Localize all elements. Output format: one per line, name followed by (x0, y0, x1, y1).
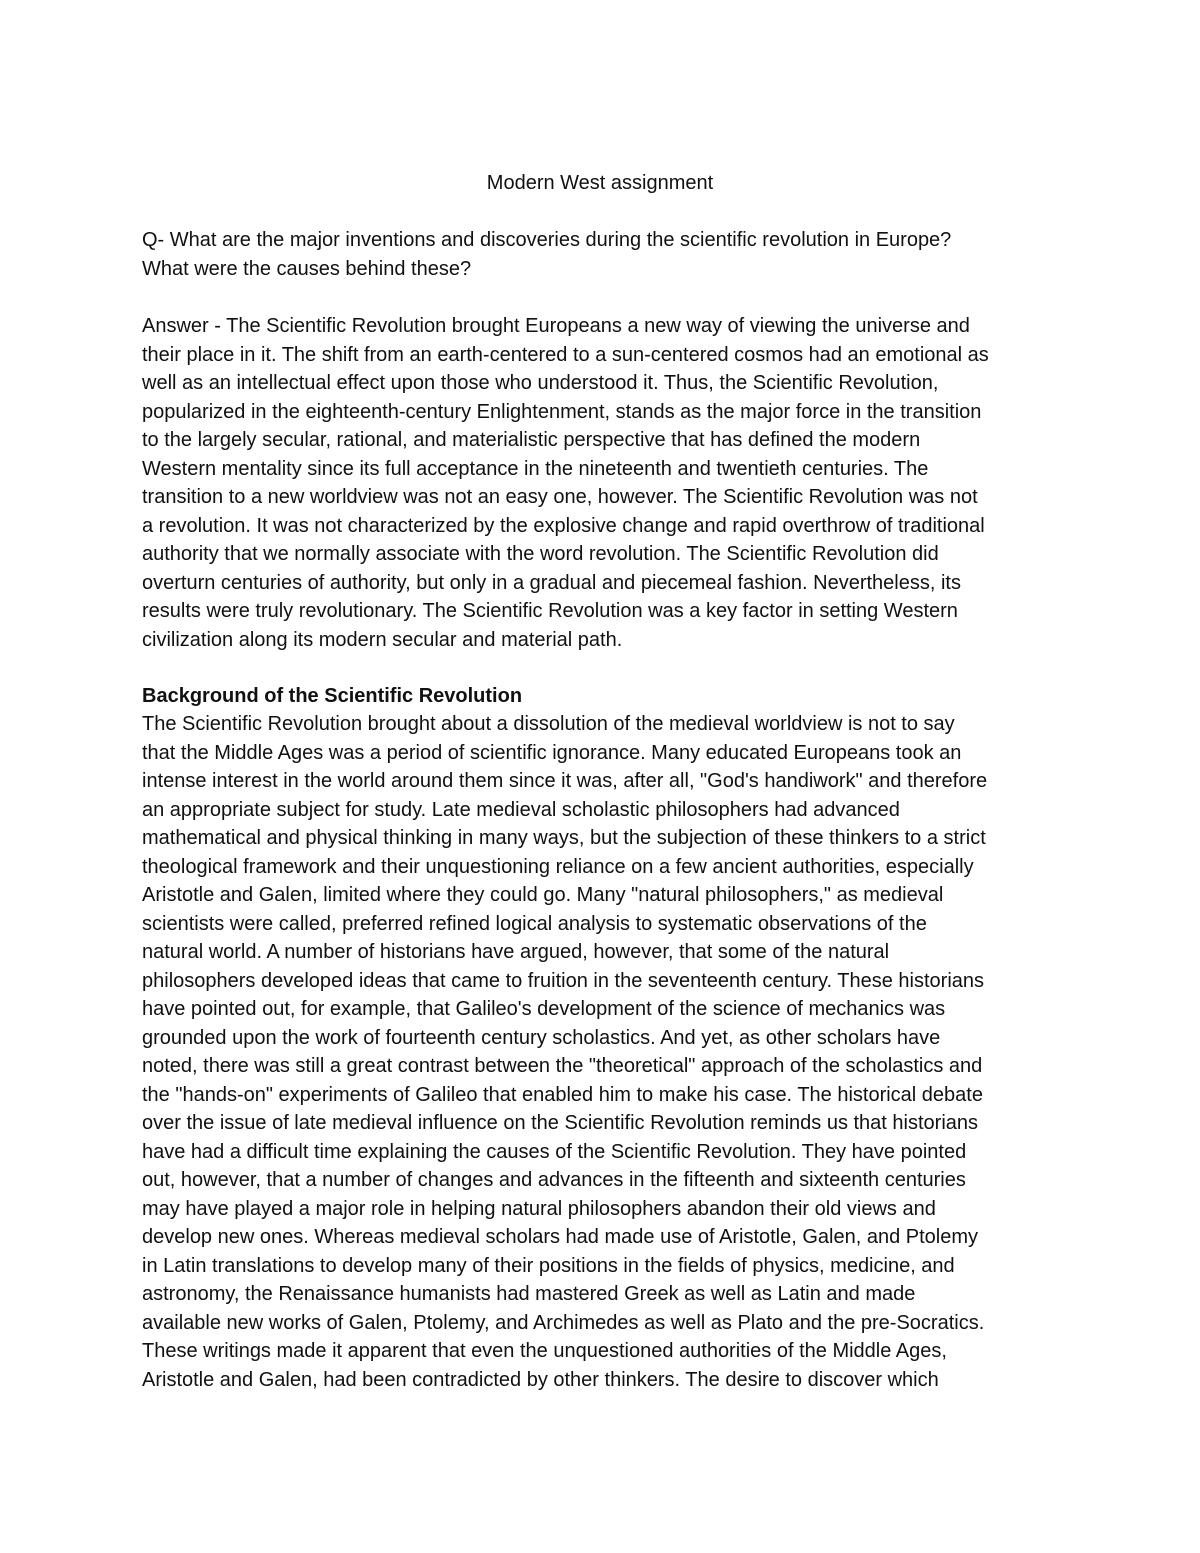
answer-line: Answer - The Scientific Revolution brought Europeans a new way of viewing the universe and (142, 315, 970, 337)
background-line: philosophers developed ideas that came to fruition in the seventeenth century. These historians (142, 969, 985, 992)
answer-line: a revolution. It was not characterized by the explosive change and rapid overthrow of traditional (142, 514, 985, 537)
background-line: an appropriate subject for study. Late medieval scholastic philosophers had advanced (142, 798, 900, 821)
background-line: natural world. A number of historians have argued, however, that some of the natural (142, 941, 890, 963)
background-line: may have played a major role in helping natural philosophers abandon their old views and (142, 1197, 936, 1220)
background-line: the "hands-on" experiments of Galileo that enabled him to make his case. The historical debate (142, 1083, 983, 1106)
background-line: that the Middle Ages was a period of scientific ignorance. Many educated Europeans took an (142, 741, 962, 764)
answer-line: Western mentality since its full acceptance in the nineteenth and twentieth centuries. The (142, 457, 929, 480)
background-line: The Scientific Revolution brought about a dissolution of the medieval worldview is not to say (142, 713, 955, 735)
background-line: astronomy, the Renaissance humanists had mastered Greek as well as Latin and made (142, 1283, 916, 1305)
background-line: theological framework and their unquestioning reliance on a few ancient authorities, especially (142, 855, 974, 878)
background-line: noted, there was still a great contrast between the "theoretical" approach of the scholastics and (142, 1055, 983, 1077)
background-line: intense interest in the world around them since it was, after all, "God's handiwork" and therefore (142, 770, 988, 792)
background-line: Aristotle and Galen, limited where they could go. Many "natural philosophers," as medieval (142, 884, 944, 906)
question-paragraph (142, 226, 1062, 283)
background-line: mathematical and physical thinking in many ways, but the subjection of these thinkers to a strict (142, 827, 986, 849)
background-line: grounded upon the work of fourteenth century scholastics. And yet, as other scholars have (142, 1026, 941, 1049)
background-line: in Latin translations to develop many of their positions in the fields of physics, medicine, and (142, 1254, 955, 1277)
answer-line: to the largely secular, rational, and materialistic perspective that has defined the modern (142, 429, 921, 451)
document-title: Modern West assignment (486, 172, 714, 194)
question-line: What were the causes behind these? (142, 257, 472, 280)
background-line: have had a difficult time explaining the causes of the Scientific Revolution. They have pointed (142, 1140, 967, 1163)
answer-line: overturn centuries of authority, but only in a gradual and piecemeal fashion. Nevertheless, its (142, 571, 961, 594)
background-line: over the issue of late medieval influence on the Scientific Revolution reminds us that historians (142, 1112, 979, 1134)
background-line: have pointed out, for example, that Galileo's development of the science of mechanics was (142, 998, 946, 1020)
background-line: available new works of Galen, Ptolemy, and Archimedes as well as Plato and the pre-Socratics. (142, 1311, 985, 1334)
background-line: develop new ones. Whereas medieval scholars had made use of Aristotle, Galen, and Ptolemy (142, 1226, 979, 1248)
background-line: scientists were called, preferred refined logical analysis to systematic observations of the (142, 912, 927, 935)
section-heading: Background of the Scientific Revolution (142, 685, 523, 707)
background-line: These writings made it apparent that even the unquestioned authorities of the Middle Ages, (142, 1340, 947, 1362)
background-paragraph (142, 710, 1062, 1394)
answer-line: their place in it. The shift from an earth-centered to a sun-centered cosmos had an emotional as (142, 343, 989, 366)
background-line: Aristotle and Galen, had been contradicted by other thinkers. The desire to discover which (142, 1368, 939, 1391)
answer-line: transition to a new worldview was not an easy one, however. The Scientific Revolution was not (142, 486, 978, 508)
background-line: out, however, that a number of changes and advances in the fifteenth and sixteenth centuries (142, 1169, 966, 1191)
answer-line: popularized in the eighteenth-century Enlightenment, stands as the major force in the transition (142, 400, 982, 423)
answer-line: well as an intellectual effect upon those who understood it. Thus, the Scientific Revolution, (142, 372, 939, 394)
answer-line: authority that we normally associate with the word revolution. The Scientific Revolution did (142, 543, 939, 565)
question-line: Q- What are the major inventions and discoveries during the scientific revolution in Europe? (142, 229, 952, 251)
answer-paragraph (142, 312, 1062, 654)
answer-line: results were truly revolutionary. The Scientific Revolution was a key factor in setting Western (142, 600, 958, 622)
answer-line: civilization along its modern secular and material path. (142, 628, 623, 651)
